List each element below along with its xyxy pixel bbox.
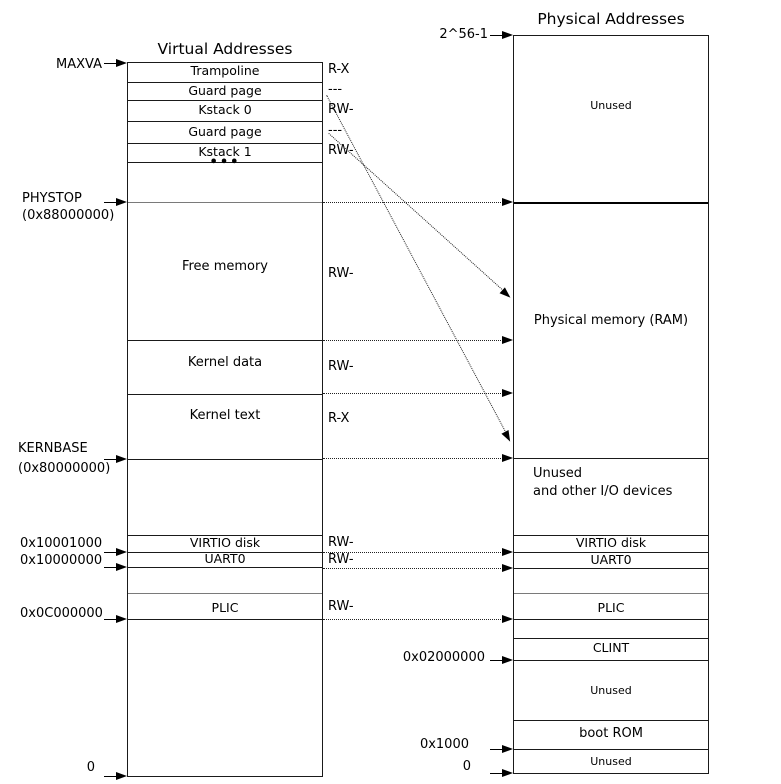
divider-uart-bottom-left — [128, 567, 322, 568]
virtual-region-kernel-data: Kernel data — [187, 355, 263, 370]
divider-freemem-bottom — [128, 340, 322, 341]
perm-label-free-memory: RW- — [328, 266, 354, 281]
mapping-arrowhead-virtio — [502, 548, 513, 556]
arrowhead-zero-physical — [502, 769, 513, 777]
address-label-clint: 0x02000000 — [402, 650, 485, 665]
arrowhead-zero-virtual — [116, 772, 127, 780]
perm-label-kstack1: RW- — [328, 143, 354, 158]
perm-label-trampoline: R-X — [328, 62, 350, 77]
arrowhead-kernbase — [116, 455, 127, 463]
divider-ram-top — [514, 202, 708, 204]
divider-phystop — [128, 202, 322, 203]
diagonal-mapping-arrow-trampoline — [326, 95, 506, 433]
address-label-virtio: 0x10001000 — [20, 536, 103, 551]
mapping-arrowhead-plic — [502, 615, 513, 623]
arrowhead-maxva — [116, 59, 127, 67]
physical-region-clint: CLINT — [592, 640, 630, 655]
virtual-addresses-title: Virtual Addresses — [157, 40, 293, 58]
address-label-maxva: MAXVA — [56, 57, 102, 72]
ellipsis-dots: ••• — [209, 155, 241, 170]
virtual-region-guard-page-2: Guard page — [188, 124, 262, 139]
arrowhead-uart0 — [116, 563, 127, 571]
perm-label-plic: RW- — [328, 599, 354, 614]
mapping-arrowhead-phystop — [502, 198, 513, 206]
mapping-arrow-plic — [323, 619, 503, 620]
virtual-region-kernel-text: Kernel text — [189, 408, 261, 423]
perm-label-kstack0: RW- — [328, 102, 354, 117]
address-label-bootrom: 0x1000 — [419, 737, 469, 752]
perm-label-virtio-disk: RW- — [328, 535, 354, 550]
address-label-zero-virtual: 0 — [86, 760, 95, 775]
address-label-phystop: PHYSTOP — [22, 191, 82, 206]
diagonal-arrowhead-trampoline — [501, 430, 513, 443]
mapping-arrowhead-freemem-bottom — [502, 336, 513, 344]
mapping-arrow-freemem-bottom — [323, 340, 503, 341]
address-label-zero-physical: 0 — [462, 759, 471, 774]
divider-plic-bottom-right — [514, 619, 708, 620]
arrowhead-top-physical — [502, 31, 513, 39]
divider-uart-bottom-right — [514, 568, 708, 569]
virtual-region-uart0: UART0 — [204, 551, 246, 566]
virtual-region-free-memory: Free memory — [181, 259, 269, 274]
physical-region-unused-mid: Unused — [590, 684, 632, 697]
arrowhead-virtio — [116, 548, 127, 556]
perm-label-kernel-text: R-X — [328, 411, 350, 426]
physical-region-plic: PLIC — [597, 600, 625, 615]
physical-region-ram: Physical memory (RAM) — [533, 313, 689, 328]
virtual-region-guard-page-1: Guard page — [188, 83, 262, 98]
address-label-uart0: 0x10000000 — [20, 553, 103, 568]
physical-region-unused-io-line1: Unused — [533, 466, 583, 481]
physical-region-uart0: UART0 — [590, 552, 632, 567]
physical-region-unused-bottom: Unused — [590, 755, 632, 768]
perm-label-kernel-data: RW- — [328, 359, 354, 374]
mapping-arrowhead-uart0 — [502, 564, 513, 572]
mapping-arrow-uart0 — [323, 568, 503, 569]
virtual-region-trampoline: Trampoline — [190, 63, 260, 78]
divider-kstack0-bottom — [128, 121, 322, 122]
address-label-kernbase-hex: (0x80000000) — [18, 461, 111, 476]
mapping-arrowhead-kernbase — [502, 454, 513, 462]
physical-region-virtio-disk: VIRTIO disk — [575, 535, 647, 550]
physical-region-unused-io-line2: and other I/O devices — [533, 484, 673, 499]
mapping-arrow-kernbase — [323, 458, 503, 459]
mapping-arrowhead-kerneldata-bottom — [502, 389, 513, 397]
virtual-region-plic: PLIC — [211, 600, 239, 615]
divider-clint-bottom — [514, 660, 708, 661]
divider-plic-bottom-left — [128, 619, 322, 620]
perm-label-guard-page-2: --- — [328, 123, 343, 138]
diagonal-arrowhead-kstack — [500, 287, 514, 300]
address-label-kernbase: KERNBASE — [18, 441, 88, 456]
physical-region-unused-top: Unused — [590, 99, 632, 112]
perm-label-uart0: RW- — [328, 552, 354, 567]
physical-addresses-title: Physical Addresses — [537, 10, 685, 28]
perm-label-guard-page-1: --- — [328, 82, 343, 97]
address-label-phystop-hex: (0x88000000) — [22, 208, 115, 223]
virtual-region-virtio-disk: VIRTIO disk — [189, 535, 261, 550]
divider-plic-top-left — [128, 593, 322, 594]
virtual-region-kstack1: Kstack 1 — [198, 144, 252, 159]
mapping-arrow-virtio — [323, 552, 503, 553]
diagonal-mapping-arrow-kstack — [328, 133, 503, 291]
mapping-arrow-kerneldata-bottom — [323, 393, 503, 394]
arrowhead-clint — [502, 656, 513, 664]
divider-clint-top — [514, 638, 708, 639]
divider-bootrom-top — [514, 720, 708, 721]
divider-kerneldata-bottom — [128, 394, 322, 395]
arrowhead-plic — [116, 615, 127, 623]
virtual-region-kstack0: Kstack 0 — [198, 102, 252, 117]
mapping-arrow-phystop — [323, 202, 503, 203]
divider-ram-bottom — [514, 458, 708, 459]
arrowhead-bootrom — [502, 745, 513, 753]
physical-region-boot-rom: boot ROM — [579, 726, 643, 741]
divider-bootrom-bottom — [514, 749, 708, 750]
divider-kernbase — [128, 459, 322, 460]
divider-plic-top-right — [514, 593, 708, 594]
address-label-plic: 0x0C000000 — [20, 606, 103, 621]
divider-guard1-bottom — [128, 100, 322, 101]
address-label-top-physical: 2^56-1 — [439, 27, 488, 42]
physical-memory-box — [513, 35, 709, 774]
arrowhead-phystop — [116, 198, 127, 206]
